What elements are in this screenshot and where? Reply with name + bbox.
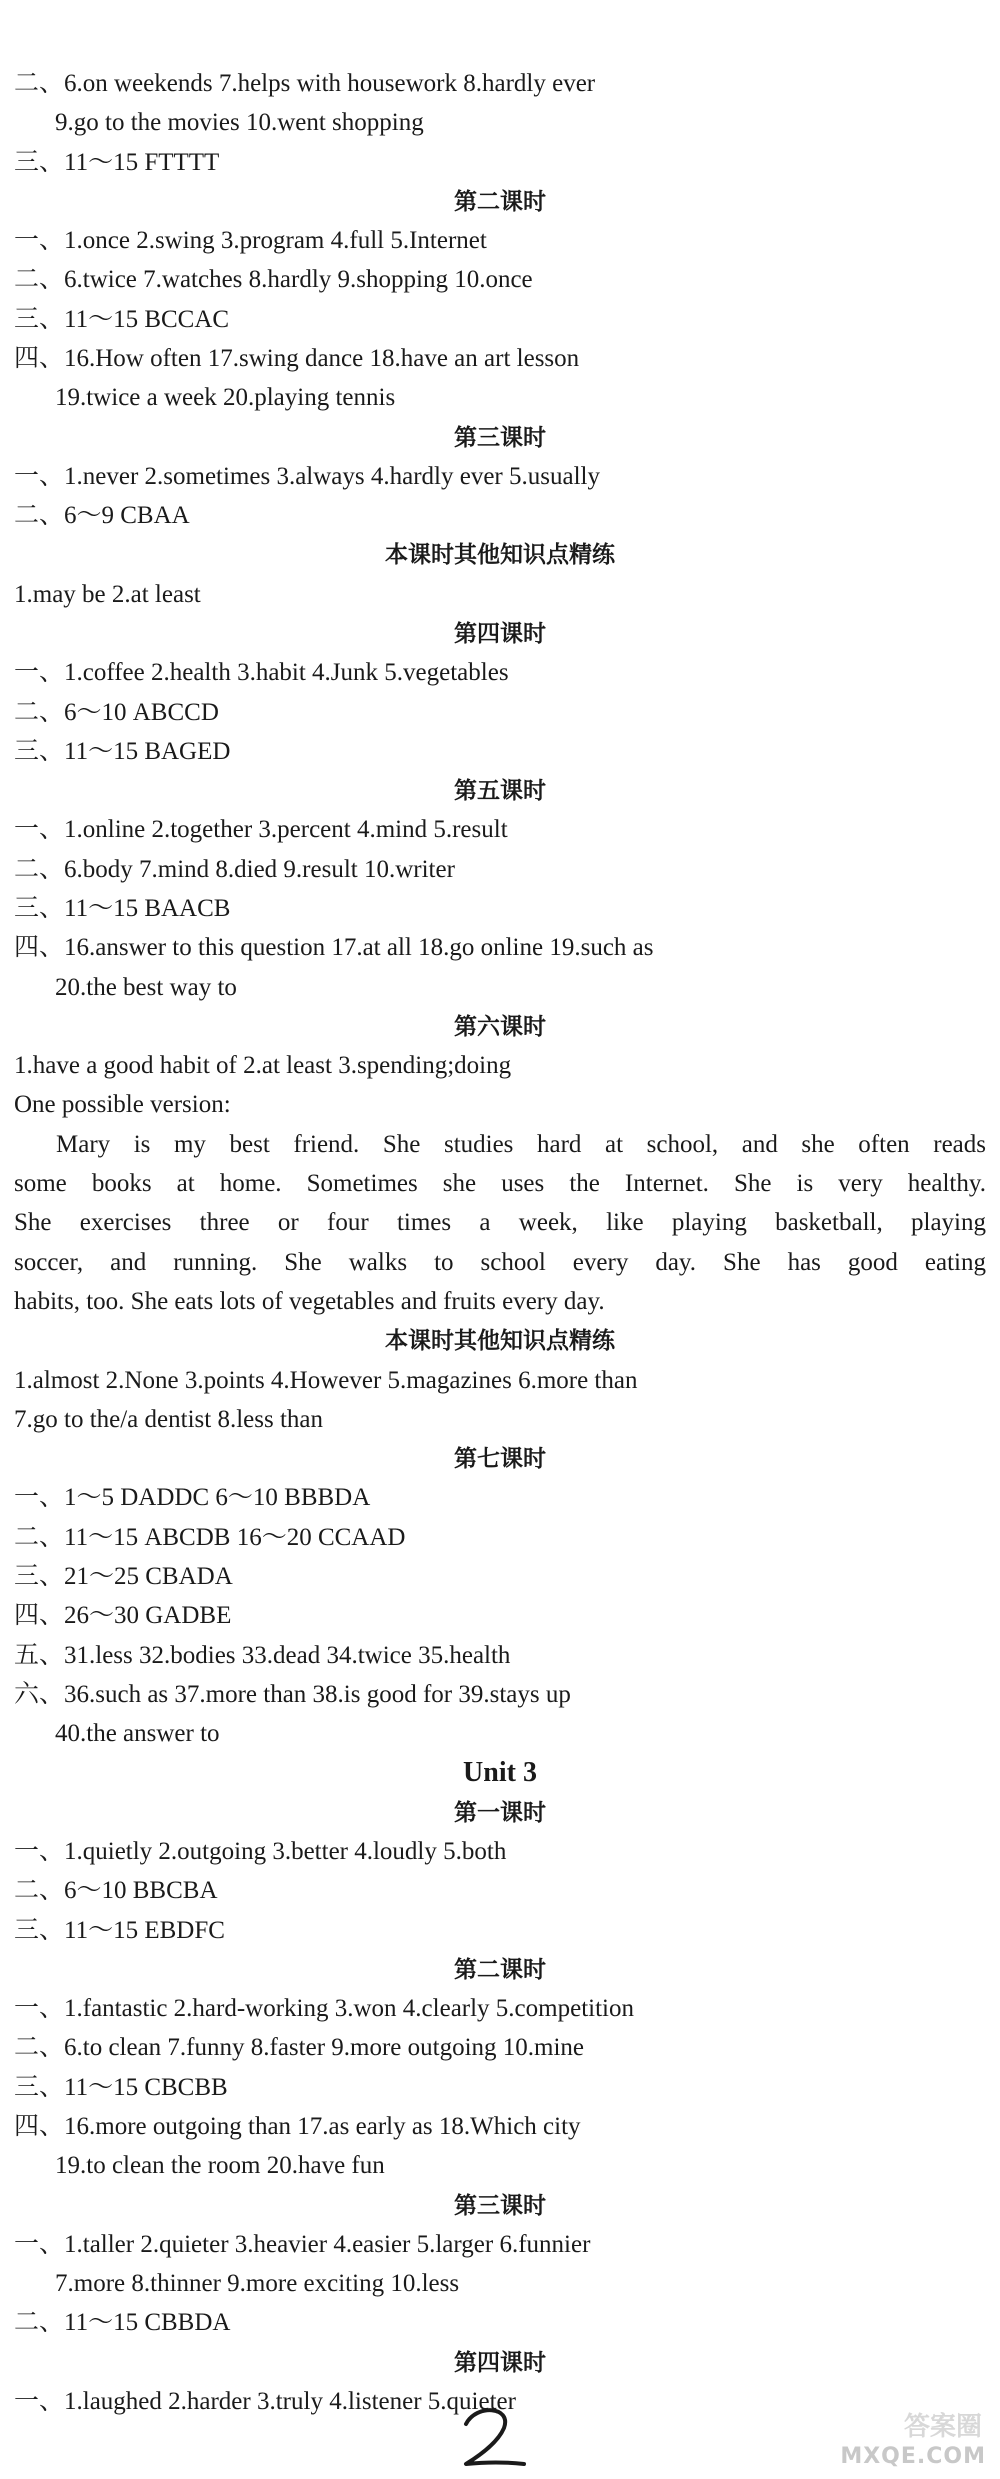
section-heading: 第四课时 [454, 621, 546, 647]
answer-line: 1.may be 2.at least [14, 581, 201, 608]
answer-line: 四、16.answer to this question 17.at all 18.go online 19.such as [14, 934, 654, 961]
watermark-logo: 答案圈 [903, 2412, 982, 2442]
answer-line: One possible version: [14, 1091, 231, 1118]
answer-line: 20.the best way to [55, 974, 237, 1001]
answer-line: She exercises three or four times a week, like playing basketball, playing [14, 1209, 986, 1236]
answer-line: 7.more 8.thinner 9.more exciting 10.less [55, 2270, 460, 2297]
answer-line: 三、11～15 CBCBB [14, 2074, 228, 2101]
section-heading: 第一课时 [454, 1800, 546, 1826]
answer-line: 四、26～30 GADBE [14, 1602, 232, 1629]
section-heading: 第七课时 [454, 1446, 546, 1472]
answer-line: 二、6.on weekends 7.helps with housework 8.hardly ever [14, 70, 596, 97]
answer-line: 二、6～10 BBCBA [14, 1877, 218, 1904]
answer-line: 一、1.online 2.together 3.percent 4.mind 5.result [14, 816, 508, 843]
answer-line: 二、6～9 CBAA [14, 502, 190, 529]
answer-line: 19.to clean the room 20.have fun [55, 2152, 385, 2179]
answer-line: 三、11～15 BAGED [14, 738, 231, 765]
unit-heading: Unit 3 [463, 1757, 537, 1788]
answer-line: habits, too. She eats lots of vegetables and fruits every day. [14, 1288, 605, 1315]
answer-line: 40.the answer to [55, 1720, 220, 1747]
answer-line: 六、36.such as 37.more than 38.is good for 39.stays up [14, 1681, 571, 1708]
answer-line: 二、6.body 7.mind 8.died 9.result 10.writer [14, 856, 455, 883]
answer-line: 一、1.quietly 2.outgoing 3.better 4.loudly 5.both [14, 1838, 507, 1865]
answer-line: 三、21～25 CBADA [14, 1563, 233, 1590]
watermark [796, 2413, 996, 2475]
section-heading: 第二课时 [454, 189, 546, 215]
answer-line: 19.twice a week 20.playing tennis [55, 384, 396, 411]
watermark-text: MXQE.COM [840, 2444, 986, 2469]
section-heading: 第六课时 [454, 1014, 546, 1040]
answer-line: 一、1.laughed 2.harder 3.truly 4.listener 5.quieter [14, 2388, 516, 2415]
section-heading: 第三课时 [454, 425, 546, 451]
answer-line: 一、1～5 DADDC 6～10 BBBDA [14, 1484, 371, 1511]
answer-line: 二、11～15 ABCDB 16～20 CCAAD [14, 1524, 406, 1551]
answer-line: 四、16.How often 17.swing dance 18.have an art lesson [14, 345, 580, 372]
answer-line: 1.have a good habit of 2.at least 3.spending;doing [14, 1052, 512, 1079]
answer-line: 二、6.to clean 7.funny 8.faster 9.more outgoing 10.mine [14, 2034, 585, 2061]
answer-line: 一、1.once 2.swing 3.program 4.full 5.Internet [14, 227, 487, 254]
section-heading: 本课时其他知识点精练 [385, 1328, 615, 1354]
answer-line: 三、11～15 BAACB [14, 895, 231, 922]
handwritten-page-number [452, 2402, 532, 2472]
answer-line: 五、31.less 32.bodies 33.dead 34.twice 35.health [14, 1642, 511, 1669]
answer-line: 9.go to the movies 10.went shopping [55, 109, 424, 136]
answer-line: 四、16.more outgoing than 17.as early as 18.Which city [14, 2113, 581, 2140]
answer-line: 一、1.never 2.sometimes 3.always 4.hardly ever 5.usually [14, 463, 600, 490]
answer-line: 7.go to the/a dentist 8.less than [14, 1406, 323, 1433]
answer-line: 二、6.twice 7.watches 8.hardly 9.shopping 10.once [14, 266, 533, 293]
section-heading: 第四课时 [454, 2350, 546, 2376]
answer-line: soccer, and running. She walks to school every day. She has good eating [14, 1249, 986, 1276]
answer-line: 一、1.coffee 2.health 3.habit 4.Junk 5.vegetables [14, 659, 509, 686]
answer-line: 一、1.fantastic 2.hard-working 3.won 4.clearly 5.competition [14, 1995, 634, 2022]
section-heading: 本课时其他知识点精练 [385, 542, 615, 568]
answer-line: 三、11～15 EBDFC [14, 1917, 225, 1944]
answer-line: Mary is my best friend. She studies hard at school, and she often reads [56, 1131, 986, 1158]
section-heading: 第二课时 [454, 1957, 546, 1983]
answer-line: some books at home. Sometimes she uses the Internet. She is very healthy. [14, 1170, 986, 1197]
answer-line: 1.almost 2.None 3.points 4.However 5.magazines 6.more than [14, 1367, 638, 1394]
answer-line: 三、11～15 FTTTT [14, 149, 220, 176]
answer-line: 三、11～15 BCCAC [14, 306, 230, 333]
section-heading: 第三课时 [454, 2193, 546, 2219]
section-heading: 第五课时 [454, 778, 546, 804]
answer-line: 二、6～10 ABCCD [14, 699, 219, 726]
answer-line: 一、1.taller 2.quieter 3.heavier 4.easier 5.larger 6.funnier [14, 2231, 591, 2258]
page-number [452, 2402, 532, 2472]
answer-line: 二、11～15 CBBDA [14, 2309, 231, 2336]
